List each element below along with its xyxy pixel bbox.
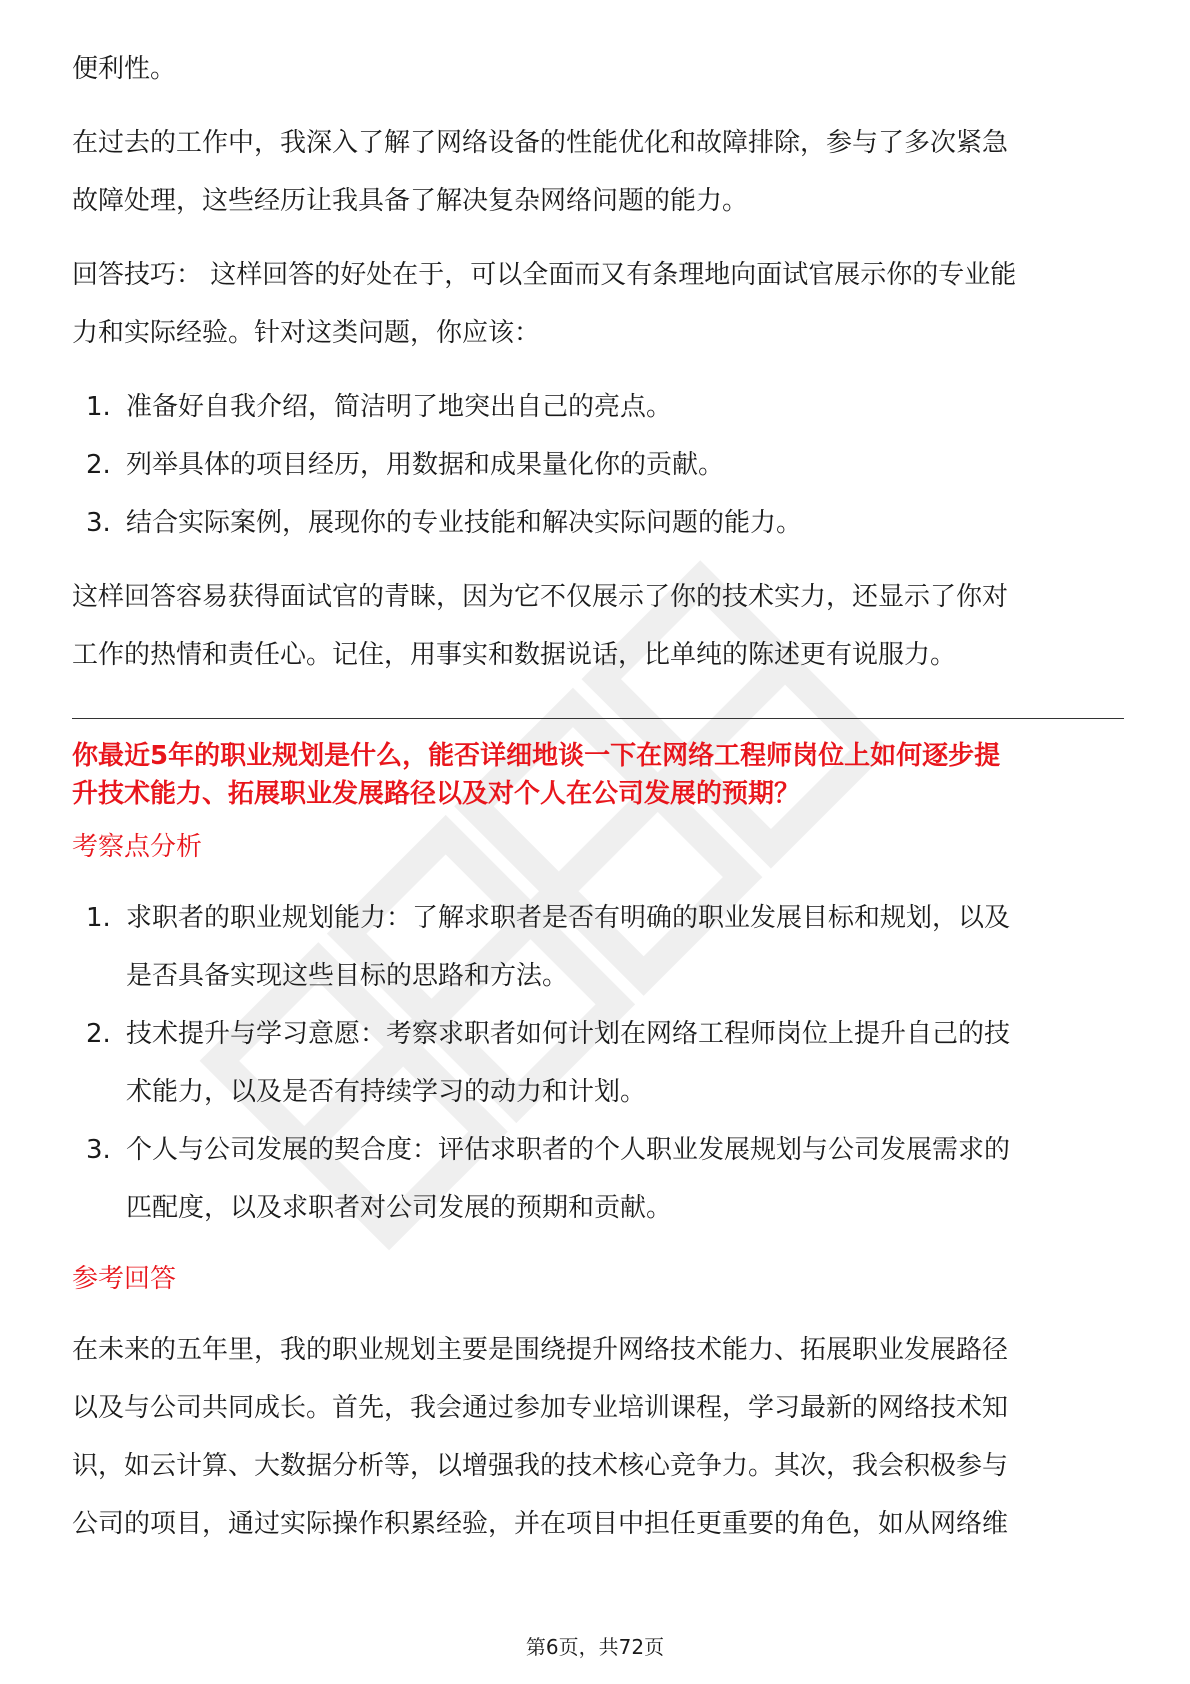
list-number: 2. <box>86 1019 111 1049</box>
reference-line: 以及与公司共同成长。首先，我会通过参加专业培训课程，学习最新的网络技术知 <box>72 1393 1009 1423</box>
tips-line-1: 回答技巧： 这样回答的好处在于，可以全面而又有条理地向面试官展示你的专业能 <box>72 260 1017 290</box>
answer-tips-paragraph <box>72 246 1124 362</box>
analysis-heading: 考察点分析 <box>72 832 203 862</box>
experience-line-1: 在过去的工作中，我深入了解了网络设备的性能优化和故障排除，参与了多次紧急 <box>72 128 1009 158</box>
list-item-text: 技术提升与学习意愿：考察求职者如何计划在网络工程师岗位上提升自己的技 <box>126 1019 1011 1049</box>
tips-list <box>72 378 1124 552</box>
experience-line-2: 故障处理，这些经历让我具备了解决复杂网络问题的能力。 <box>72 186 749 216</box>
reference-line: 在未来的五年里，我的职业规划主要是围绕提升网络技术能力、拓展职业发展路径 <box>72 1335 1009 1365</box>
interview-question <box>72 737 1124 813</box>
closing-line-1: 这样回答容易获得面试官的青睐，因为它不仅展示了你的技术实力，还显示了你对 <box>72 582 1009 612</box>
list-item <box>72 889 1124 1005</box>
reference-heading: 参考回答 <box>72 1264 177 1294</box>
tips-line-2: 力和实际经验。针对这类问题，你应该： <box>72 318 541 348</box>
question-line-1: 你最近5年的职业规划是什么，能否详细地谈一下在网络工程师岗位上如何逐步提 <box>72 741 1001 771</box>
closing-paragraph <box>72 568 1124 684</box>
reference-answer-paragraph <box>72 1321 1124 1553</box>
list-item <box>72 436 1124 494</box>
intro-continuation: 便利性。 <box>72 54 177 84</box>
page-number-footer: 第6页，共72页 <box>525 1635 665 1659</box>
reference-line: 公司的项目，通过实际操作积累经验，并在项目中担任更重要的角色，如从网络维 <box>72 1509 1009 1539</box>
list-item <box>72 1005 1124 1121</box>
list-item-text: 术能力，以及是否有持续学习的动力和计划。 <box>126 1077 647 1107</box>
list-item-text: 求职者的职业规划能力：了解求职者是否有明确的职业发展目标和规划，以及 <box>126 903 1011 933</box>
list-number: 3. <box>86 508 111 538</box>
list-item <box>72 1121 1124 1237</box>
document-page <box>72 40 1124 1553</box>
list-item-text: 结合实际案例，展现你的专业技能和解决实际问题的能力。 <box>126 508 803 538</box>
question-line-2: 升技术能力、拓展职业发展路径以及对个人在公司发展的预期？ <box>72 779 801 809</box>
experience-paragraph <box>72 114 1124 230</box>
list-item-text: 个人与公司发展的契合度：评估求职者的个人职业发展规划与公司发展需求的 <box>126 1135 1011 1165</box>
list-item-text: 是否具备实现这些目标的思路和方法。 <box>126 961 569 991</box>
list-item-text: 匹配度，以及求职者对公司发展的预期和贡献。 <box>126 1193 673 1223</box>
list-number: 2. <box>86 450 111 480</box>
list-item-text: 列举具体的项目经历，用数据和成果量化你的贡献。 <box>126 450 725 480</box>
list-item <box>72 494 1124 552</box>
closing-line-2: 工作的热情和责任心。记住，用事实和数据说话，比单纯的陈述更有说服力。 <box>72 640 957 670</box>
reference-line: 识，如云计算、大数据分析等，以增强我的技术核心竞争力。其次，我会积极参与 <box>72 1451 1009 1481</box>
list-item-text: 准备好自我介绍，简洁明了地突出自己的亮点。 <box>126 392 673 422</box>
list-number: 1. <box>86 392 111 422</box>
list-number: 3. <box>86 1135 111 1165</box>
analysis-list <box>72 889 1124 1237</box>
list-item <box>72 378 1124 436</box>
list-number: 1. <box>86 903 111 933</box>
